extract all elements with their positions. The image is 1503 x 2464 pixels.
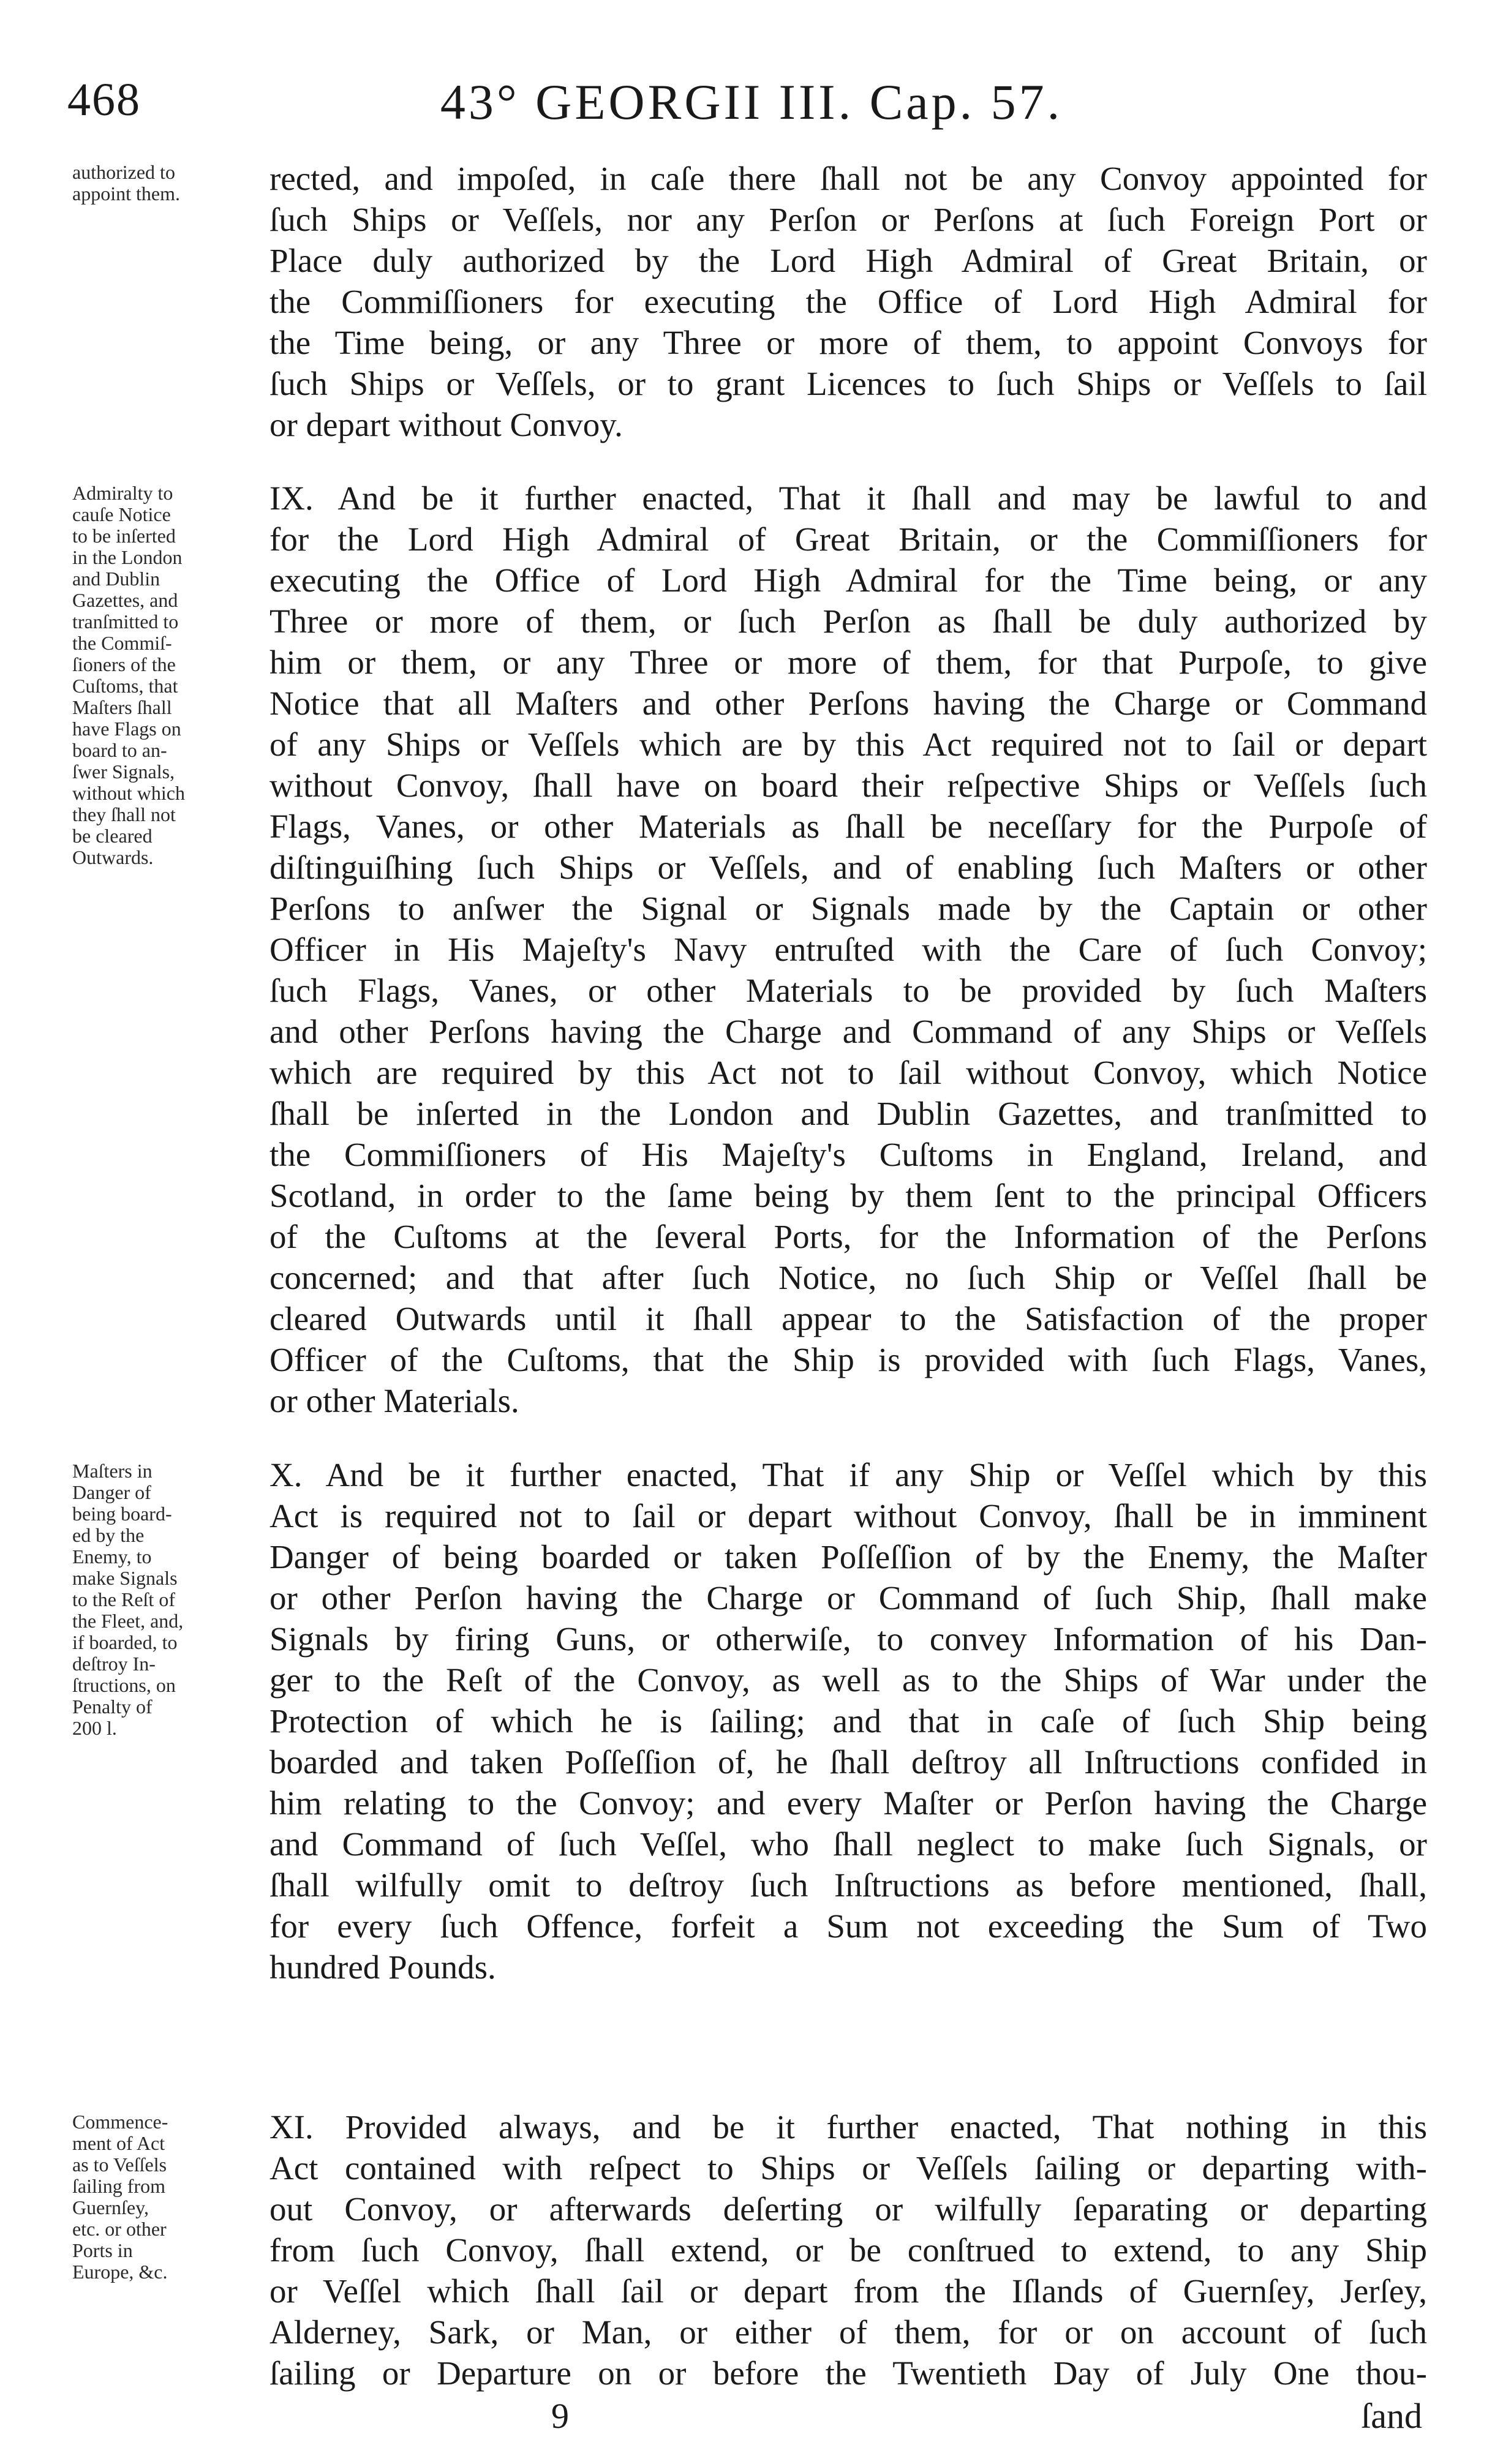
margin-note-line: they ſhall not	[72, 803, 176, 825]
text-line: or depart without Convoy.	[269, 406, 623, 443]
text-line: Place duly authorized by the Lord High Admiral of Great Britain, or	[269, 242, 1427, 279]
margin-note-line: without which	[72, 782, 185, 804]
margin-note-line: Maſters ſhall	[72, 696, 172, 718]
page-footer	[0, 2395, 1503, 2444]
text-line: the Commiſſioners for executing the Office of Lord High Admiral for	[269, 283, 1427, 320]
margin-note-line: make Signals	[72, 1567, 178, 1589]
catchword: ſand	[1361, 2396, 1422, 2436]
margin-note-line: deſtroy In-	[72, 1653, 156, 1675]
text-line: ſhall be inſerted in the London and Dublin Gazettes, and tranſmitted to	[269, 1095, 1427, 1132]
text-line: and Command of ſuch Veſſel, who ſhall neglect to make ſuch Signals, or	[269, 1825, 1427, 1863]
text-line: or other Materials.	[269, 1382, 519, 1419]
text-line: Perſons to anſwer the Signal or Signals made by the Captain or other	[269, 890, 1427, 927]
margin-note-line: board to an-	[72, 739, 167, 761]
text-line: Protection of which he is ſailing; and that in caſe of ſuch Ship being	[269, 1702, 1427, 1740]
margin-note-line: Penalty of	[72, 1696, 153, 1718]
text-line: Scotland, in order to the ſame being by them ſent to the principal Officers	[269, 1177, 1427, 1214]
text-line: him relating to the Convoy; and every Maſter or Perſon having the Charge	[269, 1784, 1427, 1822]
text-line: which are required by this Act not to ſail without Convoy, which Notice	[269, 1054, 1427, 1091]
margin-note-line: 200 l.	[72, 1717, 117, 1739]
text-line: IX. And be it further enacted, That it ſhall and may be lawful to and	[269, 479, 1427, 517]
text-line: diſtinguiſhing ſuch Ships or Veſſels, and of enabling ſuch Maſters or other	[269, 849, 1427, 886]
margin-note-line: ſioners of the	[72, 653, 176, 675]
paragraph-text	[269, 2106, 1427, 2394]
margin-note-line: ſailing from	[72, 2175, 165, 2197]
margin-note	[72, 1460, 259, 1739]
text-line: Danger of being boarded or taken Poſſeſſion of by the Enemy, the Maſter	[269, 1538, 1427, 1576]
page-number: 468	[67, 74, 141, 126]
margin-note-line: appoint them.	[72, 182, 180, 205]
text-line: ſuch Flags, Vanes, or other Materials to be provided by ſuch Maſters	[269, 972, 1427, 1009]
margin-note	[72, 2111, 259, 2283]
margin-note-line: Maſters in	[72, 1460, 153, 1482]
margin-note-line: to the Reſt of	[72, 1588, 175, 1610]
margin-note-line: Danger of	[72, 1481, 151, 1503]
text-line: concerned; and that after ſuch Notice, no ſuch Ship or Veſſel ſhall be	[269, 1259, 1427, 1296]
text-line: or Veſſel which ſhall ſail or depart from the Iſlands of Guernſey, Jerſey,	[269, 2272, 1427, 2310]
text-line: of the Cuſtoms at the ſeveral Ports, for the Information of the Perſons	[269, 1218, 1427, 1255]
paragraph-text	[269, 158, 1427, 445]
margin-note-line: ed by the	[72, 1524, 145, 1546]
page-header	[0, 73, 1503, 141]
text-line: boarded and taken Poſſeſſion of, he ſhall deſtroy all Inſtructions confided in	[269, 1743, 1427, 1781]
margin-note-line: Gazettes, and	[72, 589, 178, 611]
signature-mark: 9	[551, 2396, 569, 2436]
text-line: ſhall wilfully omit to deſtroy ſuch Inſtructions as before mentioned, ſhall,	[269, 1866, 1427, 1904]
margin-note-line: be cleared	[72, 825, 153, 847]
text-line: Act is required not to ſail or depart without Convoy, ſhall be in imminent	[269, 1497, 1427, 1534]
paragraph-text	[269, 478, 1427, 1421]
text-line: for every ſuch Offence, forfeit a Sum not exceeding the Sum of Two	[269, 1907, 1427, 1945]
margin-note-line: if boarded, to	[72, 1631, 178, 1653]
text-line: Notice that all Maſters and other Perſons having the Charge or Command	[269, 685, 1427, 722]
text-line: for the Lord High Admiral of Great Britain, or the Commiſſioners for	[269, 520, 1427, 558]
margin-note-line: as to Veſſels	[72, 2154, 167, 2176]
text-line: or other Perſon having the Charge or Command of ſuch Ship, ſhall make	[269, 1579, 1427, 1617]
text-line: hundred Pounds.	[269, 1948, 496, 1986]
margin-note-line: to be inſerted	[72, 525, 176, 547]
text-line: XI. Provided always, and be it further enacted, That nothing in this	[269, 2108, 1427, 2146]
text-line: out Convoy, or afterwards deſerting or wilfully ſeparating or departing	[269, 2190, 1427, 2228]
text-line: rected, and impoſed, in caſe there ſhall not be any Convoy appointed for	[269, 160, 1427, 197]
margin-note-line: ſtructions, on	[72, 1674, 176, 1696]
margin-note-line: and Dublin	[72, 568, 160, 590]
margin-note-line: authorized to	[72, 161, 175, 183]
text-line: Act contained with reſpect to Ships or Veſſels ſailing or departing with-	[269, 2149, 1427, 2187]
margin-note-line: Commence-	[72, 2111, 168, 2133]
text-line: Officer of the Cuſtoms, that the Ship is provided with ſuch Flags, Vanes,	[269, 1341, 1427, 1378]
margin-note-line: Outwards.	[72, 846, 154, 868]
text-line: Officer in His Majeſty's Navy entruſted with the Care of ſuch Convoy;	[269, 931, 1427, 968]
margin-note-line: in the London	[72, 546, 183, 568]
text-line: without Convoy, ſhall have on board their reſpective Ships or Veſſels ſuch	[269, 767, 1427, 804]
margin-note-line: cauſe Notice	[72, 503, 171, 525]
text-line: and other Perſons having the Charge and Command of any Ships or Veſſels	[269, 1013, 1427, 1050]
text-line: ſuch Ships or Veſſels, or to grant Licences to ſuch Ships or Veſſels to ſail	[269, 365, 1427, 402]
margin-note	[72, 483, 259, 868]
margin-note-line: Europe, &c.	[72, 2261, 168, 2283]
margin-note-line: Ports in	[72, 2239, 133, 2261]
margin-note-line: ment of Act	[72, 2132, 165, 2154]
text-line: the Time being, or any Three or more of them, to appoint Convoys for	[269, 324, 1427, 361]
paragraph-text	[269, 1454, 1427, 1988]
text-line: Signals by firing Guns, or otherwiſe, to convey Information of his Dan-	[269, 1620, 1427, 1658]
text-line: cleared Outwards until it ſhall appear to the Satisfaction of the proper	[269, 1300, 1427, 1337]
margin-note-line: Admiralty to	[72, 482, 173, 504]
margin-note-line: being board-	[72, 1503, 172, 1525]
margin-note-line: Guernſey,	[72, 2196, 149, 2218]
margin-note-line: ſwer Signals,	[72, 761, 175, 783]
margin-note-line: Cuſtoms, that	[72, 675, 178, 697]
margin-note	[72, 162, 259, 205]
text-line: Three or more of them, or ſuch Perſon as ſhall be duly authorized by	[269, 603, 1427, 640]
margin-note-line: Enemy, to	[72, 1546, 152, 1568]
text-line: Alderney, Sark, or Man, or either of them, for or on account of ſuch	[269, 2313, 1427, 2351]
text-line: the Commiſſioners of His Majeſty's Cuſtoms in England, Ireland, and	[269, 1136, 1427, 1173]
margin-note-line: tranſmitted to	[72, 610, 179, 633]
text-line: ger to the Reſt of the Convoy, as well as to the Ships of War under the	[269, 1661, 1427, 1699]
margin-note-line: the Commiſ-	[72, 632, 172, 654]
text-line: ſailing or Departure on or before the Twentieth Day of July One thou-	[269, 2354, 1427, 2392]
text-line: of any Ships or Veſſels which are by this Act required not to ſail or depart	[269, 726, 1427, 763]
text-line: from ſuch Convoy, ſhall extend, or be conſtrued to extend, to any Ship	[269, 2231, 1427, 2269]
text-line: ſuch Ships or Veſſels, nor any Perſon or Perſons at ſuch Foreign Port or	[269, 201, 1427, 238]
text-line: Flags, Vanes, or other Materials as ſhall be neceſſary for the Purpoſe of	[269, 808, 1427, 845]
margin-note-line: etc. or other	[72, 2218, 167, 2240]
text-line: X. And be it further enacted, That if any Ship or Veſſel which by this	[269, 1456, 1427, 1493]
margin-note-line: have Flags on	[72, 718, 181, 740]
running-head: 43° GEORGII III. Cap. 57.	[440, 74, 1063, 130]
text-line: executing the Office of Lord High Admiral for the Time being, or any	[269, 562, 1427, 599]
text-line: him or them, or any Three or more of them, for that Purpoſe, to give	[269, 644, 1427, 681]
margin-note-line: the Fleet, and,	[72, 1610, 184, 1632]
